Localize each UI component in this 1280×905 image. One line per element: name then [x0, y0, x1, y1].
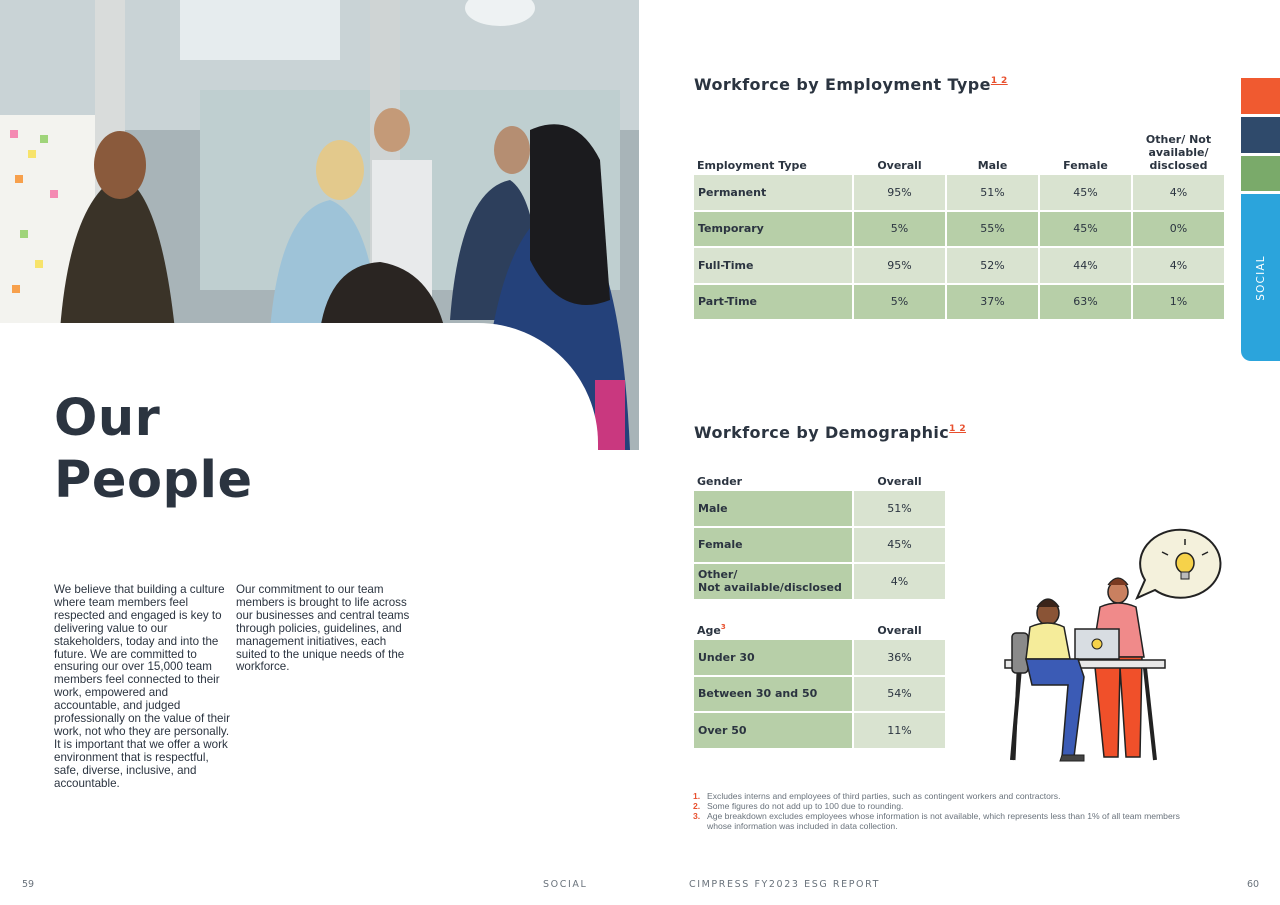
page-number-left: 59 [22, 879, 35, 890]
footer-report-title: CIMPRESS FY2023 ESG REPORT [689, 879, 881, 890]
table-row: Female 45% [694, 528, 945, 563]
header-female: Female [1063, 159, 1108, 172]
header-male: Male [977, 159, 1008, 172]
footer-section-label: SOCIAL [543, 879, 588, 890]
section-tab-governance[interactable] [1241, 117, 1280, 153]
page-number-right: 60 [1247, 879, 1260, 890]
header-gender: Gender [697, 475, 743, 488]
employment-type-heading: Workforce by Employment Type$^{1 2}$ [694, 75, 1008, 94]
header-overall: Overall [877, 475, 922, 488]
header-age: Age$^3$ [697, 623, 726, 637]
table-row: Permanent 95% 51% 45% 4% [694, 175, 1224, 210]
age-table [692, 619, 947, 750]
gender-table [692, 473, 947, 601]
table-row: Between 30 and 50 54% [694, 677, 945, 712]
page-title: Our People [54, 389, 253, 510]
footnote: 2. Some figures do not add up to 100 due to rounding. [693, 801, 904, 811]
table-row: Other/ Not available/disclosed 4% [694, 564, 945, 599]
employment-type-table [692, 131, 1226, 321]
table-row: Temporary 5% 55% 45% 0% [694, 212, 1224, 247]
header-other: Other/ Not available/ disclosed [1145, 133, 1212, 172]
table-row: Over 50 11% [694, 713, 945, 748]
footnote: 3. Age breakdown excludes employees whose information is not available, which represents less than 1% of all team members whose information was included in data collection. [693, 811, 1180, 831]
header-overall: Overall [877, 159, 922, 172]
table-row: Part-Time 5% 37% 63% 1% [694, 285, 1224, 320]
commitment-paragraph: Our commitment to our team members is brought to life across our businesses and central teams through policies, guidelines, and management initiatives, each suited to the unique needs of the workforce. [236, 583, 410, 674]
team-illustration [1000, 525, 1230, 765]
table-row: Male 51% [694, 491, 945, 526]
footnote: 1. Excludes interns and employees of third parties, such as contingent workers and contractors. [693, 791, 1061, 801]
table-row: Full-Time 95% 52% 44% 4% [694, 248, 1224, 283]
section-tab-environment[interactable] [1241, 78, 1280, 114]
header-employment-type: Employment Type [697, 159, 807, 172]
demographic-heading: Workforce by Demographic$^{1 2}$ [694, 423, 967, 442]
footnotes [693, 791, 1193, 831]
intro-paragraph: We believe that building a culture where team members feel respected and engaged is key to delivering value to our stakeholders, today and into the future. We are committed to ensuring our over 15,000 team members feel connected to their work, empowered and accountable, and judged professionally on the value of their work, not who they are personally. It is important that we offer a work environment that is respectful, safe, diverse, inclusive, and accountable. [54, 583, 230, 790]
header-overall: Overall [877, 624, 922, 637]
table-row: Under 30 36% [694, 640, 945, 675]
section-tab-sustainability[interactable] [1241, 156, 1280, 191]
section-tab-social[interactable]: SOCIAL [1241, 194, 1280, 361]
